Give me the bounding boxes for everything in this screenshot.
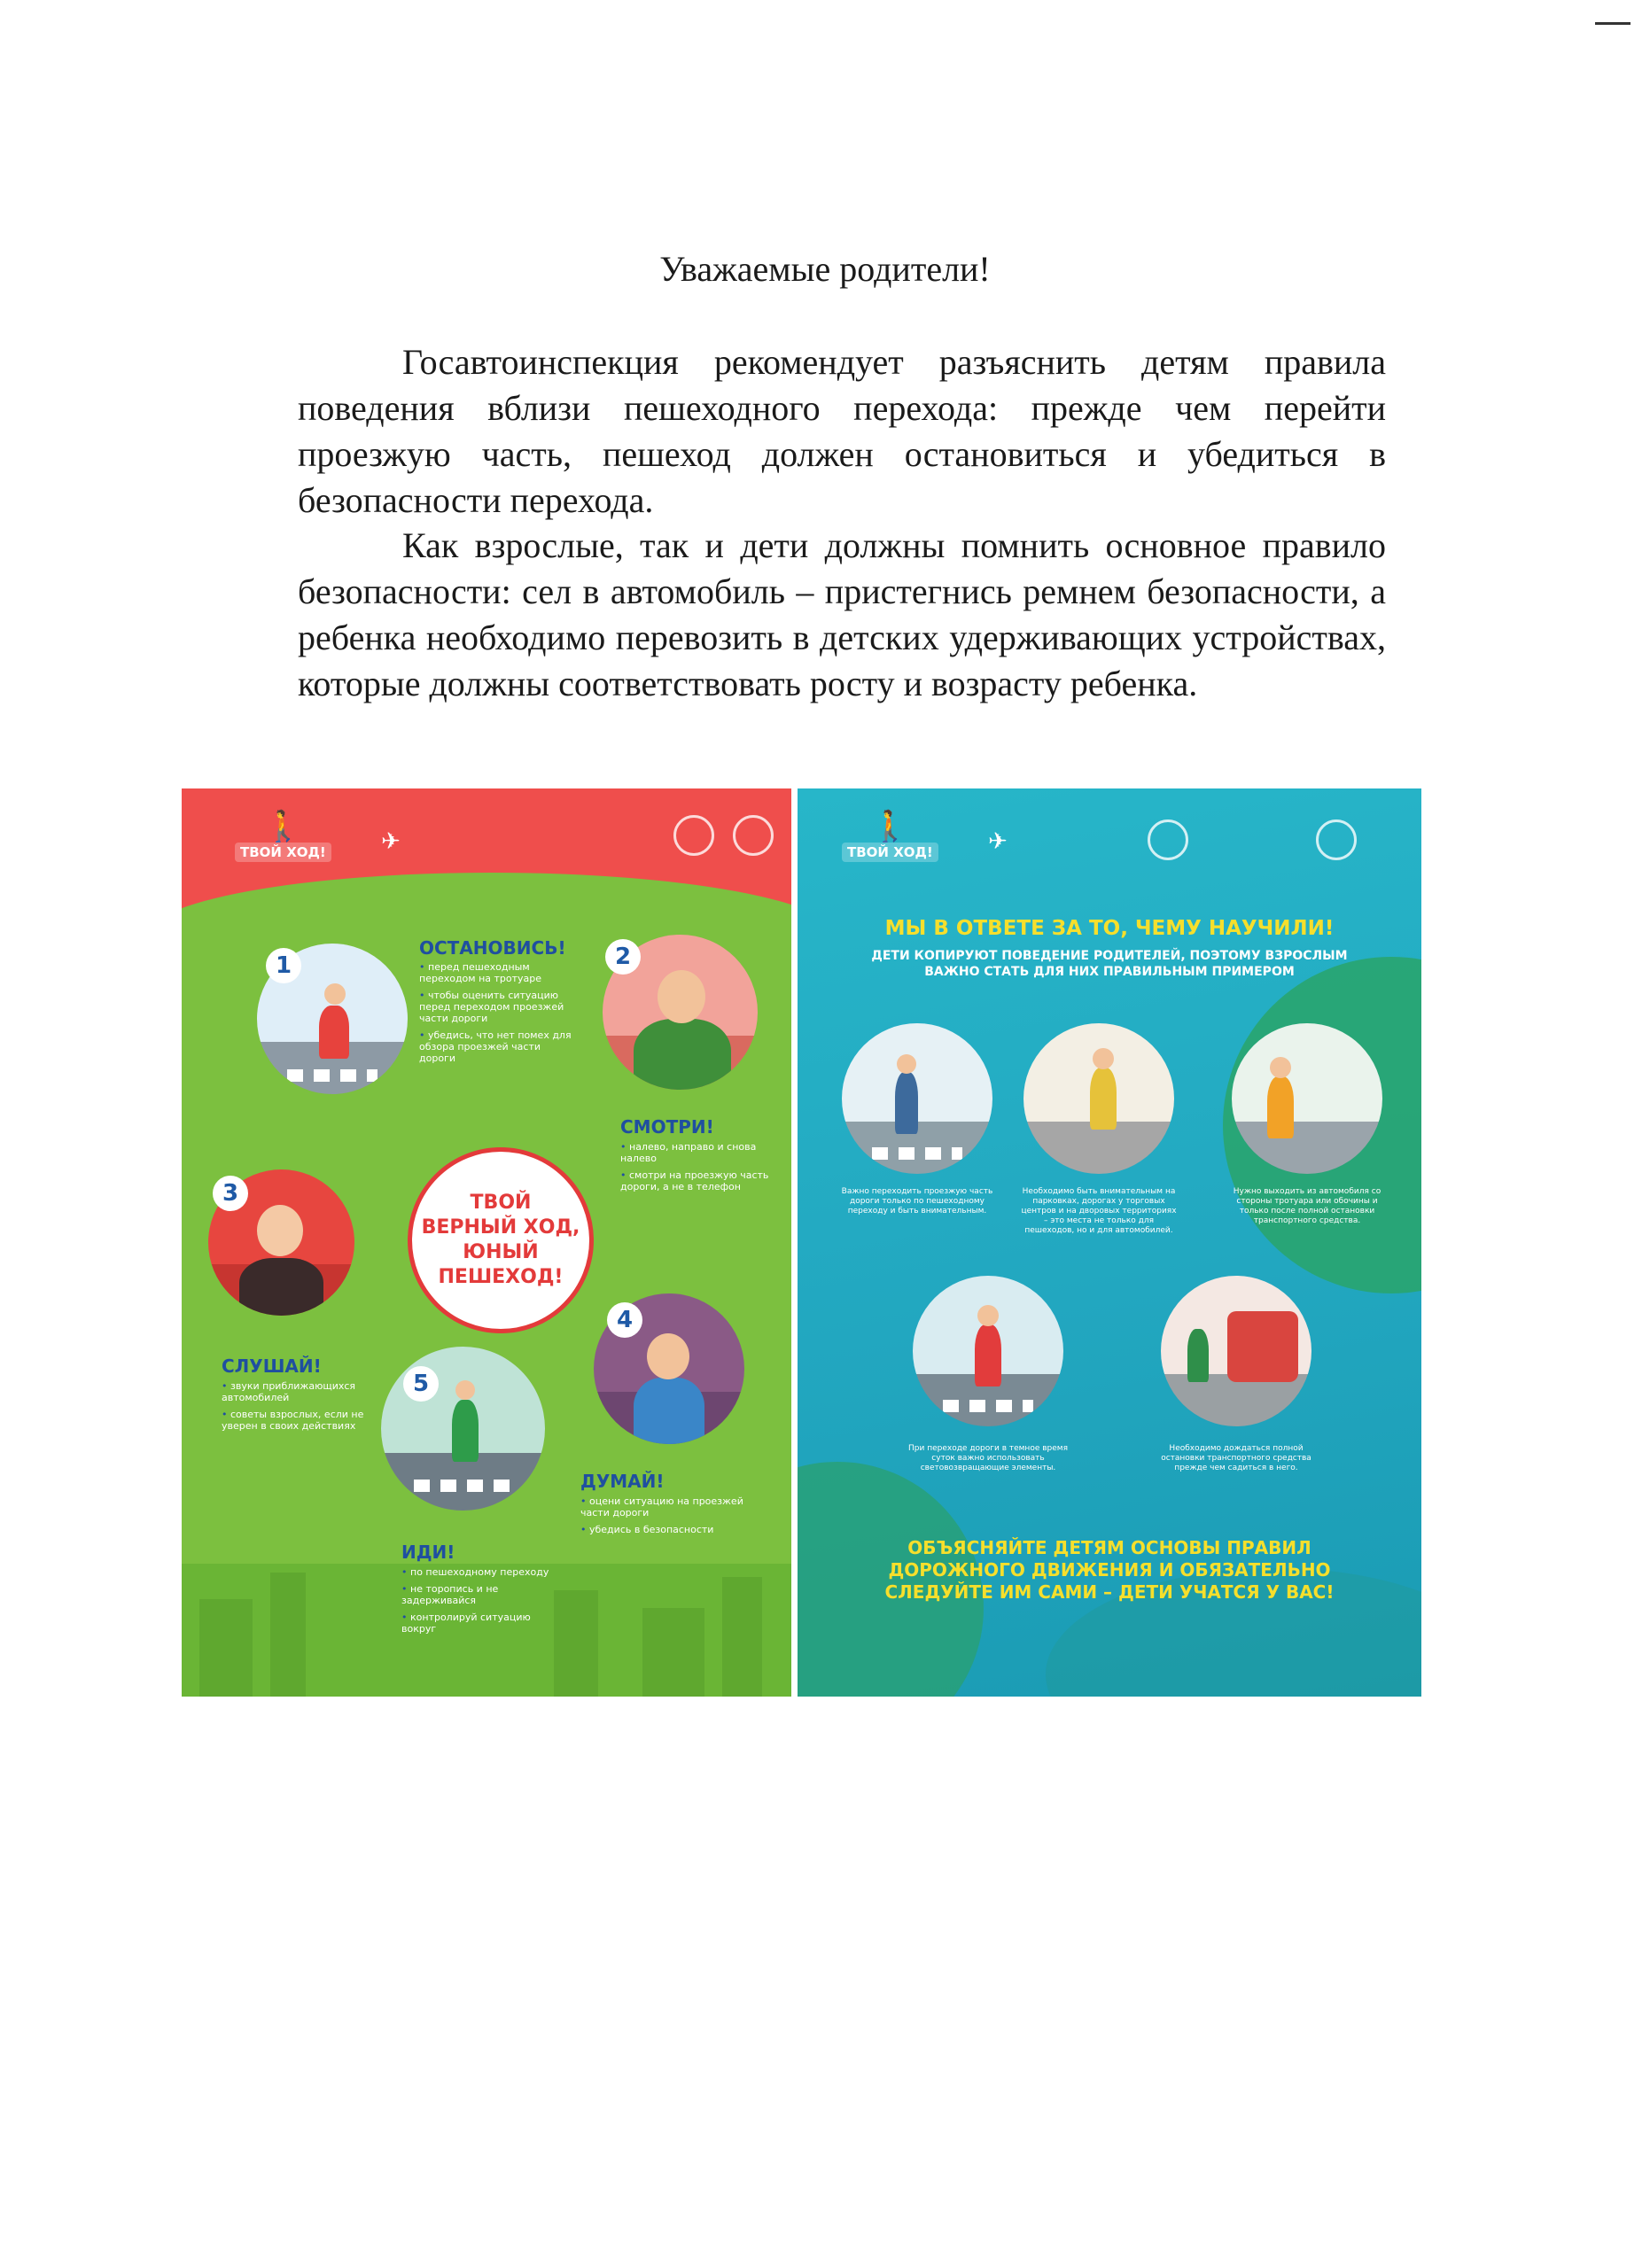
pedestrian-icon: 🚶 bbox=[264, 809, 302, 844]
illustration-go bbox=[381, 1347, 545, 1511]
illustration-bus-stop bbox=[1161, 1276, 1311, 1426]
illustration-car-exit bbox=[1232, 1023, 1382, 1174]
caption-crossing: Важно переходить проезжую часть дороги только по пешеходному переходу и быть внимательным. bbox=[841, 1187, 993, 1216]
poster-logo bbox=[842, 811, 938, 862]
poster-parents-example bbox=[798, 788, 1421, 1697]
poster-title: МЫ В ОТВЕТЕ ЗА ТО, ЧЕМУ НАУЧИЛИ! bbox=[884, 917, 1335, 940]
slogan-badge bbox=[408, 1147, 594, 1333]
step-number-5: 5 bbox=[403, 1366, 439, 1402]
paper-plane-icon: ✈ bbox=[988, 828, 1008, 855]
step-number-3: 3 bbox=[213, 1176, 248, 1211]
step-items-look: • налево, направо и снова налево • смотри на проезжую часть дороги, а не в телефон bbox=[620, 1141, 775, 1198]
illustration-parking bbox=[1023, 1023, 1174, 1174]
step-number-2: 2 bbox=[605, 939, 641, 975]
step-items-stop: • перед пешеходным переходом на тротуаре • чтобы оценить ситуацию перед переходом проезжей части дороги • убедись, что нет помех для обзора проезжей части дороги bbox=[419, 961, 579, 1069]
gibdd-emblem-icon bbox=[733, 815, 774, 856]
paragraph-2: Как взрослые, так и дети должны помнить основное правило безопасности: сел в автомобиль – пристегнись ремнем безопасности, а ребенка необходимо перевозить в детских удерживающих устройствах, которые должны соответствовать росту и возрасту ребенка. bbox=[298, 525, 1386, 703]
greeting-heading: Уважаемые родители! bbox=[659, 249, 991, 289]
step-number-4: 4 bbox=[607, 1302, 642, 1338]
poster-subtitle: ДЕТИ КОПИРУЮТ ПОВЕДЕНИЕ РОДИТЕЛЕЙ, ПОЭТОМУ ВЗРОСЛЫМ ВАЖНО СТАТЬ ДЛЯ НИХ ПРАВИЛЬНЫМ ПРИМЕРОМ bbox=[871, 949, 1348, 979]
step-title-stop: ОСТАНОВИСЬ! bbox=[419, 937, 566, 959]
caption-parking: Необходимо быть внимательным на парковках, дорогах у торговых центров и на дворовых территориях – это места не только для пешеходов, но и для автомобилей. bbox=[1021, 1187, 1177, 1235]
step-title-listen: СЛУШАЙ! bbox=[222, 1355, 322, 1377]
step-number-1: 1 bbox=[266, 948, 301, 983]
police-emblem-icon bbox=[673, 815, 714, 856]
poster-logo bbox=[235, 811, 331, 862]
gibdd-emblem-icon bbox=[1316, 819, 1357, 860]
paragraph-1: Госавтоинспекция рекомендует разъяснить детям правила поведения вблизи пешеходного перехода: прежде чем перейти проезжую часть, пешеход должен остановиться и убедиться в безопасности перехода. bbox=[298, 342, 1386, 520]
step-title-look: СМОТРИ! bbox=[620, 1116, 714, 1138]
caption-bus-stop: Необходимо дождаться полной остановки транспортного средства прежде чем садиться в него. bbox=[1161, 1444, 1311, 1472]
step-items-listen: • звуки приближающихся автомобилей • советы взрослых, если не уверен в своих действиях bbox=[222, 1380, 368, 1437]
illustration-reflectors bbox=[913, 1276, 1063, 1426]
pedestrian-icon: 🚶 bbox=[871, 809, 909, 844]
step-items-go: • по пешеходному переходу • не торопись и не задерживайся • контролируй ситуацию вокруг bbox=[401, 1566, 561, 1640]
slogan-text: ТВОЙ ВЕРНЫЙ ХОД, ЮНЫЙ ПЕШЕХОД! bbox=[421, 1192, 580, 1288]
step-title-go: ИДИ! bbox=[401, 1542, 455, 1563]
caption-reflectors: При переходе дороги в темное время суток важно использовать световозвращающие элементы. bbox=[908, 1444, 1068, 1472]
caption-car-exit: Нужно выходить из автомобиля со стороны тротуара или обочины и только после полной остановки транспортного средства. bbox=[1233, 1187, 1381, 1225]
illustration-crossing bbox=[842, 1023, 992, 1174]
logo-title: ТВОЙ ХОД! bbox=[235, 843, 331, 862]
poster-pedestrian-rules bbox=[182, 788, 791, 1697]
paper-plane-icon: ✈ bbox=[381, 828, 401, 855]
corner-mark bbox=[1595, 22, 1631, 25]
step-title-think: ДУМАЙ! bbox=[580, 1471, 665, 1492]
police-emblem-icon bbox=[1148, 819, 1188, 860]
step-items-think: • оцени ситуацию на проезжей части дороги • убедись в безопасности bbox=[580, 1495, 758, 1541]
logo-title: ТВОЙ ХОД! bbox=[842, 843, 938, 862]
poster-closing-message: ОБЪЯСНЯЙТЕ ДЕТЯМ ОСНОВЫ ПРАВИЛ ДОРОЖНОГО ДВИЖЕНИЯ И ОБЯЗАТЕЛЬНО СЛЕДУЙТЕ ИМ САМИ – ДЕТИ УЧАТСЯ У ВАС! bbox=[884, 1537, 1335, 1603]
